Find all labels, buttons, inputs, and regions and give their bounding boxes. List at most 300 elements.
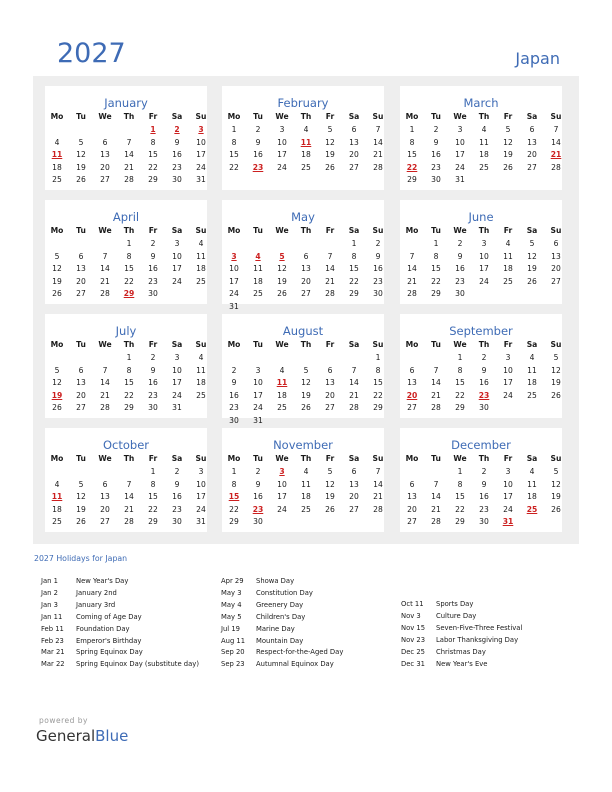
calendar-day: 15 (124, 378, 134, 387)
calendar-day: 21 (100, 390, 110, 400)
calendar-day: 16 (455, 264, 465, 273)
calendar-day: 9 (150, 251, 156, 261)
calendar-day: 24 (172, 276, 182, 286)
calendar-day: 14 (373, 479, 383, 489)
calendar-day: 24 (196, 504, 206, 514)
calendar-day: 29 (124, 403, 134, 412)
calendar-day: 12 (325, 137, 335, 147)
holiday-date-label: Jul 19 (221, 624, 241, 633)
holiday-date-label: Mar 22 (41, 660, 65, 669)
calendar-day: 16 (253, 492, 263, 501)
calendar-day: 30 (455, 289, 465, 298)
weekday-label: Mo (405, 226, 419, 235)
holiday-date: 3 (198, 125, 204, 134)
calendar-day: 29 (229, 517, 239, 526)
holiday-name: Coming of Age Day (76, 612, 142, 621)
calendar-day: 17 (455, 150, 465, 159)
calendar-day: 31 (229, 301, 239, 311)
month-april (45, 200, 207, 304)
calendar-day: 30 (172, 175, 182, 184)
calendar-day: 4 (529, 467, 535, 476)
calendar-day: 27 (527, 162, 537, 172)
holiday-date: 1 (150, 125, 156, 134)
calendar-day: 10 (455, 137, 465, 147)
holiday-date: 20 (406, 390, 418, 400)
weekday-label: Th (300, 226, 312, 235)
holiday-date-label: Jan 3 (41, 600, 58, 609)
holiday-name: Seven-Five-Three Festival (436, 623, 523, 632)
calendar-day: 28 (325, 289, 335, 298)
calendar-day: 13 (76, 378, 86, 387)
weekday-label: Su (195, 112, 207, 121)
weekday-label: Mo (405, 454, 419, 463)
weekday-label: Th (300, 112, 312, 121)
calendar-day: 19 (325, 150, 335, 159)
calendar-day: 28 (124, 517, 134, 526)
calendar-day: 29 (431, 289, 441, 298)
calendar-day: 22 (124, 390, 134, 400)
calendar-day: 23 (455, 276, 465, 286)
calendar-day: 26 (503, 162, 513, 172)
calendar-day: 10 (172, 365, 182, 375)
calendar-day: 2 (174, 467, 180, 476)
calendar-day: 1 (351, 239, 357, 248)
calendar-day: 11 (527, 479, 537, 489)
holiday-date-label: Nov 3 (401, 611, 421, 620)
powered-by-label: powered by (39, 716, 88, 725)
calendar-day: 5 (78, 137, 84, 147)
calendar-day: 15 (455, 378, 465, 387)
month-name: December (451, 438, 511, 452)
weekday-label: Fr (503, 454, 513, 463)
calendar-day: 5 (553, 353, 559, 362)
holiday-date: 11 (51, 150, 63, 159)
calendar-day: 5 (553, 467, 559, 476)
calendar-day: 5 (327, 125, 333, 134)
calendar-day: 1 (126, 353, 132, 362)
calendar-day: 12 (277, 264, 287, 273)
holiday-name: Christmas Day (436, 647, 486, 656)
weekday-label: Tu (431, 226, 441, 235)
weekday-label: Tu (76, 340, 86, 349)
calendar-day: 2 (481, 353, 487, 362)
weekday-label: Su (372, 340, 384, 349)
weekday-label: Fr (148, 454, 158, 463)
calendar-day: 4 (505, 239, 511, 248)
weekday-label: Su (195, 340, 207, 349)
calendar-day: 10 (479, 251, 489, 261)
weekday-label: We (275, 112, 289, 121)
holiday-name: Sports Day (436, 600, 474, 608)
calendar-day: 27 (407, 403, 417, 412)
holiday-date-label: Dec 25 (401, 647, 425, 656)
calendar-day: 9 (255, 137, 261, 147)
calendar-day: 11 (301, 479, 311, 489)
holiday-date: 19 (51, 390, 63, 400)
holiday-name: Labor Thanksgiving Day (436, 635, 519, 644)
weekday-label: Tu (253, 112, 263, 121)
weekday-label: Su (550, 454, 562, 463)
calendar-day: 27 (407, 517, 417, 526)
calendar-day: 1 (457, 353, 463, 362)
holiday-date: 15 (228, 492, 240, 501)
calendar-day: 24 (503, 390, 513, 400)
calendar-day: 3 (255, 365, 261, 375)
calendar-day: 21 (124, 504, 134, 514)
calendar-day: 23 (229, 403, 239, 412)
country-title: Japan (515, 49, 560, 68)
calendar-day: 27 (76, 289, 86, 298)
calendar-day: 23 (431, 162, 441, 172)
calendar-day: 7 (553, 125, 559, 134)
weekday-label: Su (372, 226, 384, 235)
weekday-label: We (275, 340, 289, 349)
calendar-day: 12 (52, 378, 62, 387)
weekday-label: Sa (348, 226, 360, 235)
calendar-day: 24 (277, 504, 287, 514)
month-name: February (277, 96, 329, 110)
calendar-day: 30 (229, 415, 239, 425)
calendar-day: 15 (124, 264, 134, 273)
calendar-day: 19 (277, 276, 287, 286)
holiday-date-label: Oct 11 (401, 600, 424, 608)
holiday-date: 22 (406, 162, 418, 172)
calendar-day: 1 (433, 239, 439, 248)
calendar-day: 17 (196, 150, 206, 159)
calendar-day: 2 (231, 365, 237, 375)
calendar-day: 1 (231, 125, 237, 134)
calendar-day: 21 (373, 492, 383, 501)
calendar-grid (33, 76, 579, 544)
calendar-day: 25 (277, 403, 287, 412)
calendar-day: 2 (481, 467, 487, 476)
weekday-label: We (98, 454, 112, 463)
calendar-day: 15 (148, 492, 158, 501)
calendar-day: 30 (148, 403, 158, 412)
calendar-day: 18 (301, 492, 311, 501)
calendar-day: 5 (54, 365, 60, 375)
calendar-day: 16 (148, 264, 158, 273)
brand-logo (36, 727, 128, 745)
holiday-date-label: Mar 21 (41, 648, 65, 657)
holiday-name: Spring Equinox Day (substitute day) (76, 660, 199, 669)
calendar-day: 20 (349, 150, 359, 159)
calendar-day: 8 (351, 251, 357, 261)
calendar-day: 9 (174, 479, 180, 489)
calendar-day: 19 (52, 276, 62, 286)
month-name: July (115, 324, 137, 338)
calendar-day: 6 (102, 137, 108, 147)
calendar-day: 18 (503, 264, 513, 273)
calendar-day: 12 (52, 264, 62, 273)
holiday-date: 4 (255, 251, 261, 261)
calendar-day: 31 (253, 415, 263, 425)
calendar-day: 3 (481, 239, 487, 248)
calendar-day: 20 (100, 504, 110, 514)
month-october (45, 428, 207, 532)
weekday-label: Tu (76, 226, 86, 235)
calendar-day: 7 (433, 479, 439, 489)
weekday-label: Sa (526, 454, 538, 463)
calendar-day: 25 (52, 517, 62, 526)
calendar-day: 21 (373, 150, 383, 159)
weekday-label: Fr (503, 112, 513, 121)
calendar-day: 25 (196, 276, 206, 286)
holiday-date: 31 (502, 517, 514, 526)
calendar-day: 25 (253, 289, 263, 298)
calendar-day: 6 (409, 365, 415, 375)
calendar-day: 26 (527, 276, 537, 286)
holiday-name: January 2nd (76, 588, 117, 597)
calendar-day: 31 (455, 175, 465, 184)
month-name: March (463, 96, 499, 110)
month-may (222, 200, 384, 311)
holiday-name: Children's Day (256, 612, 306, 621)
calendar-day: 13 (349, 137, 359, 147)
calendar-day: 20 (527, 150, 537, 159)
calendar-day: 17 (503, 492, 513, 501)
weekday-label: Su (550, 226, 562, 235)
calendar-day: 24 (277, 162, 287, 172)
calendar-day: 7 (126, 137, 132, 147)
calendar-day: 12 (551, 365, 561, 375)
calendar-day: 2 (457, 239, 463, 248)
month-name: October (102, 438, 150, 452)
calendar-day: 25 (503, 276, 513, 286)
calendar-day: 19 (76, 162, 86, 172)
calendar-day: 14 (124, 492, 134, 501)
weekday-label: Fr (148, 112, 158, 121)
calendar-day: 29 (455, 403, 465, 412)
calendar-day: 17 (196, 492, 206, 501)
holiday-date-label: Aug 11 (221, 636, 246, 645)
calendar-day: 16 (431, 150, 441, 159)
calendar-day: 6 (303, 251, 309, 261)
calendar-day: 10 (277, 479, 287, 489)
calendar-day: 4 (279, 365, 285, 375)
holiday-date-label: Sep 20 (221, 648, 245, 657)
calendar-day: 14 (373, 137, 383, 147)
calendar-day: 9 (375, 251, 381, 261)
weekday-label: Th (123, 226, 135, 235)
calendar-day: 30 (431, 175, 441, 184)
weekday-label: Mo (405, 340, 419, 349)
calendar-day: 3 (505, 467, 511, 476)
calendar-day: 19 (527, 264, 537, 273)
calendar-day: 15 (229, 150, 239, 159)
calendar-day: 11 (479, 137, 489, 147)
calendar-day: 21 (124, 162, 134, 172)
calendar-day: 16 (479, 492, 489, 501)
calendar-day: 2 (150, 239, 156, 248)
weekday-label: Mo (50, 112, 64, 121)
calendar-day: 29 (373, 403, 383, 412)
weekday-label: Fr (325, 454, 335, 463)
calendar-day: 9 (150, 365, 156, 375)
calendar-day: 16 (479, 378, 489, 387)
calendar-day: 28 (124, 175, 134, 184)
calendar-day: 8 (231, 479, 237, 489)
calendar-day: 9 (433, 137, 439, 147)
calendar-day: 20 (76, 276, 86, 286)
brand-name-second: Blue (95, 727, 129, 745)
calendar-day: 25 (479, 162, 489, 172)
calendar-day: 6 (351, 467, 357, 476)
calendar-day: 26 (301, 403, 311, 412)
holiday-date: 21 (550, 150, 562, 159)
calendar-day: 19 (503, 150, 513, 159)
calendar-day: 3 (279, 125, 285, 134)
holiday-date-label: Apr 29 (221, 577, 244, 585)
holiday-date: 23 (252, 162, 264, 172)
calendar-day: 28 (100, 403, 110, 412)
calendar-day: 6 (409, 479, 415, 489)
calendar-day: 18 (527, 492, 537, 501)
calendar-day: 17 (277, 492, 287, 501)
calendar-day: 5 (303, 365, 309, 375)
holidays-title: 2027 Holidays for Japan (34, 554, 128, 563)
calendar-day: 13 (407, 378, 417, 387)
calendar-day: 4 (529, 353, 535, 362)
calendar-day: 5 (327, 467, 333, 476)
holiday-name: Marine Day (256, 624, 295, 633)
calendar-day: 6 (529, 125, 535, 134)
calendar-day: 25 (301, 504, 311, 514)
calendar-day: 10 (503, 365, 513, 375)
calendar-day: 22 (148, 504, 158, 514)
calendar-day: 16 (373, 264, 383, 273)
weekday-label: We (453, 340, 467, 349)
calendar-day: 11 (196, 365, 206, 375)
calendar-day: 25 (527, 390, 537, 400)
holiday-date-label: May 4 (221, 600, 242, 609)
calendar-day: 2 (375, 239, 381, 248)
weekday-label: Th (123, 112, 135, 121)
calendar-day: 12 (551, 479, 561, 489)
month-name: January (104, 96, 148, 110)
calendar-day: 27 (100, 175, 110, 184)
calendar-day: 13 (527, 137, 537, 147)
calendar-day: 27 (325, 403, 335, 412)
calendar-day: 28 (100, 289, 110, 298)
weekday-label: Sa (526, 112, 538, 121)
calendar-day: 14 (431, 378, 441, 387)
month-february (222, 86, 384, 190)
weekday-label: Tu (253, 340, 263, 349)
calendar-day: 13 (100, 492, 110, 501)
calendar-day: 29 (148, 517, 158, 526)
calendar-day: 22 (455, 504, 465, 514)
calendar-day: 16 (148, 378, 158, 387)
calendar-day: 24 (253, 403, 263, 412)
calendar-day: 1 (375, 353, 381, 362)
holiday-name: Mountain Day (256, 636, 304, 645)
calendar-day: 28 (431, 517, 441, 526)
calendar-day: 4 (303, 125, 309, 134)
holiday-date: 23 (478, 390, 490, 400)
calendar-day: 11 (253, 264, 263, 273)
calendar-day: 12 (325, 479, 335, 489)
month-june (400, 200, 562, 304)
calendar-day: 16 (253, 150, 263, 159)
weekday-label: Su (195, 226, 207, 235)
weekday-label: Tu (253, 226, 263, 235)
calendar-day: 21 (100, 276, 110, 286)
calendar-day: 10 (253, 378, 263, 387)
calendar-day: 2 (433, 125, 439, 134)
calendar-day: 24 (503, 504, 513, 514)
holiday-name: January 3rd (76, 600, 116, 609)
calendar-day: 26 (52, 289, 62, 298)
weekday-label: Tu (431, 340, 441, 349)
weekday-label: Mo (405, 112, 419, 121)
weekday-label: Th (478, 340, 490, 349)
calendar-day: 26 (325, 162, 335, 172)
calendar-day: 30 (148, 289, 158, 298)
weekday-label: Tu (76, 454, 86, 463)
month-name: April (112, 210, 140, 224)
calendar-day: 29 (455, 517, 465, 526)
calendar-day: 26 (76, 517, 86, 526)
calendar-day: 17 (172, 378, 182, 387)
weekday-label: Sa (171, 226, 183, 235)
calendar-day: 15 (349, 264, 359, 273)
calendar-day: 10 (229, 264, 239, 273)
calendar-day: 13 (407, 492, 417, 501)
holiday-name: Culture Day (436, 611, 477, 620)
calendar-day: 19 (76, 504, 86, 514)
month-december (400, 428, 562, 532)
calendar-day: 10 (277, 137, 287, 147)
calendar-day: 21 (407, 276, 417, 286)
calendar-day: 26 (277, 289, 287, 298)
calendar-day: 28 (407, 289, 417, 298)
calendar-day: 5 (505, 125, 511, 134)
holiday-date: 25 (526, 504, 538, 514)
calendar-day: 2 (255, 125, 261, 134)
weekday-label: We (98, 112, 112, 121)
calendar-day: 10 (196, 137, 206, 147)
calendar-day: 8 (126, 365, 132, 375)
calendar-day: 6 (78, 251, 84, 261)
calendar-day: 24 (479, 276, 489, 286)
calendar-day: 10 (196, 479, 206, 489)
calendar-day: 23 (479, 504, 489, 514)
calendar-day: 19 (325, 492, 335, 501)
calendar-day: 26 (76, 175, 86, 184)
month-september (400, 314, 562, 418)
weekday-label: Tu (253, 454, 263, 463)
month-july (45, 314, 207, 418)
weekday-label: Tu (431, 112, 441, 121)
calendar-day: 12 (503, 137, 513, 147)
calendar-day: 13 (349, 479, 359, 489)
weekday-label: Th (300, 454, 312, 463)
weekday-label: Sa (348, 454, 360, 463)
weekday-label: Mo (227, 454, 241, 463)
calendar-day: 20 (76, 390, 86, 400)
calendar-day: 7 (102, 251, 108, 261)
holiday-name: Emperor's Birthday (76, 636, 142, 645)
holiday-date: 3 (279, 467, 285, 476)
holiday-date-label: Feb 23 (41, 636, 64, 645)
weekday-label: Su (550, 112, 562, 121)
calendar-day: 14 (124, 150, 134, 159)
weekday-label: We (453, 454, 467, 463)
calendar-day: 9 (231, 378, 237, 387)
calendar-day: 20 (100, 162, 110, 172)
holiday-date: 23 (252, 504, 264, 514)
